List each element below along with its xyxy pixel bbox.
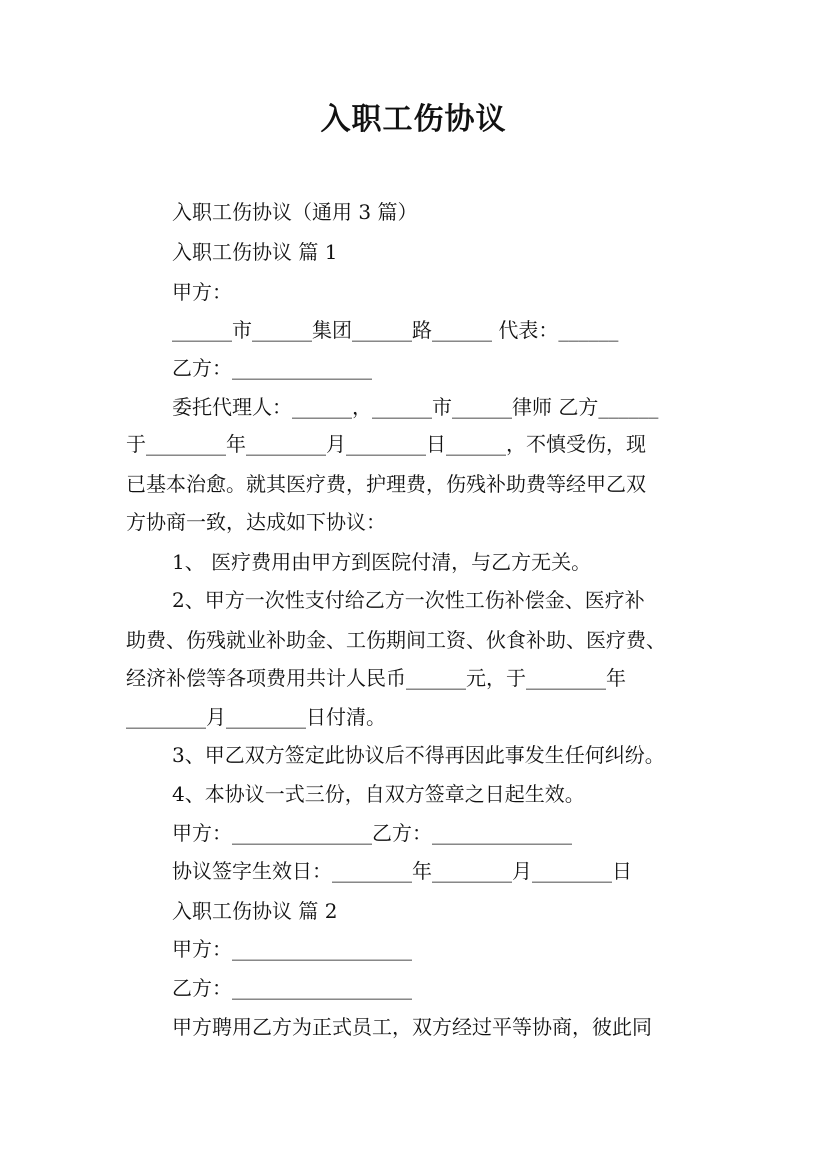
paragraph-line: ________月________日付清。	[126, 705, 386, 729]
paragraph-line: 2、甲方一次性支付给乙方一次性工伤补偿金、医疗补	[172, 588, 645, 612]
paragraph-line: 甲方聘用乙方为正式员工，双方经过平等协商，彼此同	[172, 1015, 652, 1039]
paragraph-line: 甲方：	[172, 280, 232, 304]
paragraph-line: 甲方：______________乙方：______________	[172, 821, 572, 845]
paragraph-line: 于________年________月________日______，不慎受伤，现	[126, 432, 646, 456]
paragraph-line: 4、本协议一式三份，自双方签章之日起生效。	[172, 782, 585, 806]
paragraph-line: 1、 医疗费用由甲方到医院付清，与乙方无关。	[172, 550, 592, 574]
document-title: 入职工伤协议	[320, 102, 507, 137]
paragraph-line: 经济补偿等各项费用共计人民币______元，于________年	[126, 666, 626, 690]
paragraph-line: 入职工伤协议 篇 1	[172, 240, 338, 264]
paragraph-line: 入职工伤协议（通用 3 篇）	[172, 200, 418, 224]
paragraph-line: 入职工伤协议 篇 2	[172, 899, 338, 923]
paragraph-line: 协议签字生效日：________年________月________日	[172, 859, 632, 883]
paragraph-line: 已基本治愈。就其医疗费，护理费，伤残补助费等经甲乙双	[126, 472, 646, 496]
paragraph-line: 乙方：__________________	[172, 976, 412, 1000]
paragraph-line: 乙方：______________	[172, 356, 372, 380]
paragraph-line: 委托代理人：______，______市______律师 乙方______	[172, 395, 659, 419]
paragraph-line: 3、甲乙双方签定此协议后不得再因此事发生任何纠纷。	[172, 743, 665, 767]
paragraph-line: 方协商一致，达成如下协议：	[126, 510, 386, 534]
paragraph-line: 助费、伤残就业补助金、工伤期间工资、伙食补助、医疗费、	[126, 628, 666, 652]
paragraph-line: 甲方：__________________	[172, 937, 412, 961]
paragraph-line: ______市______集团______路______ 代表：______	[172, 318, 619, 342]
